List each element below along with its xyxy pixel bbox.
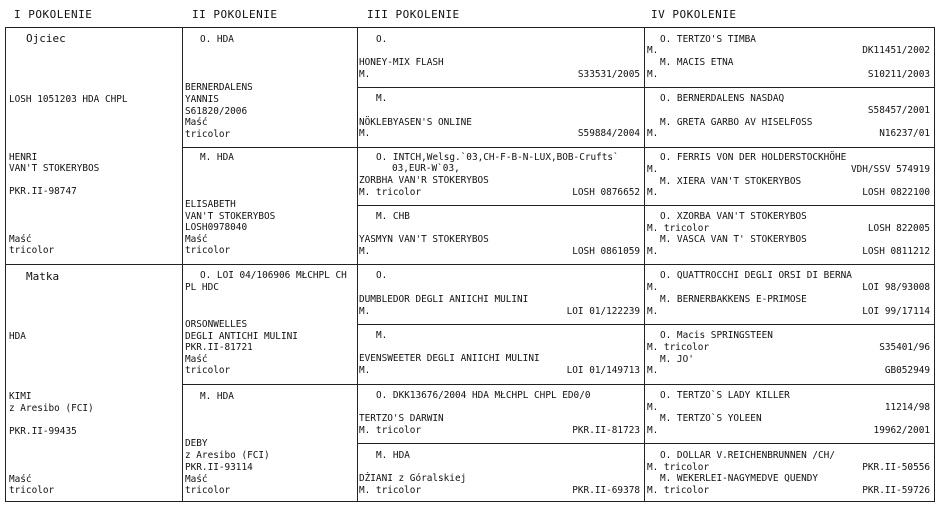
grid-hline	[182, 384, 934, 385]
header-gen-1: I POKOLENIE	[14, 8, 93, 21]
gen2-titles: O. LOI 04/106906 MŁCHPL CH	[200, 270, 347, 281]
gen3-name: YASMYN VAN'T STOKERYBOS	[359, 234, 489, 245]
gen2-registration: S61820/2006	[185, 106, 248, 117]
gen4-dam-registration: S10211/2003	[867, 69, 930, 80]
gen4-sire-color: M. tricolor	[647, 223, 710, 234]
gen4-dam-registration: LOSH 0822100	[862, 187, 930, 198]
gen3-color: M.	[359, 246, 371, 257]
gen3-titles: M.	[376, 93, 388, 104]
gen4-dam: M. VASCA VAN T' STOKERYBOS	[660, 234, 807, 245]
mother-color-label: Maść	[9, 474, 32, 485]
gen3-registration: LOSH 0861059	[572, 246, 640, 257]
gen2-registration: PKR.II-93114	[185, 462, 253, 473]
gen4-sire-registration: LOSH 822005	[867, 223, 930, 234]
grid-hline	[357, 443, 934, 444]
gen4-dam: M. WEKERLEI-NAGYMEDVE QUENDY	[660, 473, 819, 484]
gen2-color-label: Maść	[185, 117, 208, 128]
gen4-dam-color: M.	[647, 365, 659, 376]
gen2-titles: M. HDA	[200, 391, 234, 402]
father-color-label: Maść	[9, 234, 32, 245]
father-registration: PKR.II-98747	[9, 186, 77, 197]
header-gen-3: III POKOLENIE	[367, 8, 460, 21]
gen2-name: ORSONWELLES	[185, 319, 248, 330]
gen2-color: tricolor	[185, 245, 231, 256]
gen4-sire: O. TERTZO`S LADY KILLER	[660, 390, 790, 401]
gen2-titles: O. HDA	[200, 34, 234, 45]
gen3-titles-cont: 03,EUR-W`03,	[392, 163, 460, 174]
gen3-registration: LOI 01/122239	[566, 306, 640, 317]
grid-hline	[357, 87, 934, 88]
gen4-sire-registration: S35401/96	[879, 342, 930, 353]
gen4-sire-registration: DK11451/2002	[862, 45, 930, 56]
gen4-dam-registration: GB052949	[884, 365, 930, 376]
grid-hline	[5, 264, 934, 265]
gen4-dam: M. BERNERBAKKENS E-PRIMOSE	[660, 294, 807, 305]
gen4-sire-color: M.	[647, 402, 659, 413]
gen3-color: M. tricolor	[359, 187, 422, 198]
gen4-sire: O. Macis SPRINGSTEEN	[660, 330, 773, 341]
gen2-color-label: Maść	[185, 354, 208, 365]
gen4-dam: M. TERTZO`S YOLEEN	[660, 413, 762, 424]
mother-role-label: Matka	[26, 270, 60, 283]
gen4-sire-registration: VDH/SSV 574919	[850, 164, 930, 175]
father-kennel: VAN'T STOKERYBOS	[9, 163, 100, 174]
gen4-sire-color: M.	[647, 164, 659, 175]
gen3-name: DUMBLEDOR DEGLI ANIICHI MULINI	[359, 294, 529, 305]
father-name: HENRI	[9, 152, 38, 163]
father-color: tricolor	[9, 245, 55, 256]
grid-hline	[357, 205, 934, 206]
gen3-registration: S59884/2004	[577, 128, 640, 139]
gen3-name: ZORBHA VAN'R STOKERYBOS	[359, 175, 489, 186]
gen3-titles: O. DKK13676/2004 HDA MŁCHPL CHPL ED0/0	[376, 390, 591, 401]
gen4-sire-color: M.	[647, 45, 659, 56]
gen3-titles: O. INTCH,Welsg.`03,CH-F-B-N-LUX,BOB-Crufts`	[376, 152, 619, 163]
gen4-sire: O. XZORBA VAN'T STOKERYBOS	[660, 211, 807, 222]
gen2-color-label: Maść	[185, 234, 208, 245]
gen4-dam-color: M. tricolor	[647, 485, 710, 496]
gen4-dam-color: M.	[647, 128, 659, 139]
gen4-dam-registration: PKR.II-59726	[862, 485, 930, 496]
gen3-color: M.	[359, 306, 371, 317]
gen4-dam: M. GRETA GARBO AV HISELFOSS	[660, 117, 813, 128]
gen3-titles: M. CHB	[376, 211, 410, 222]
gen3-name: EVENSWEETER DEGLI ANIICHI MULINI	[359, 353, 540, 364]
gen4-sire: O. DOLLAR V.REICHENBRUNNEN /CH/	[660, 450, 835, 461]
gen4-dam-color: M.	[647, 246, 659, 257]
header-gen-2: II POKOLENIE	[192, 8, 278, 21]
gen3-name: DŻIANI z Góralskiej	[359, 473, 467, 484]
gen3-registration: LOSH 0876652	[572, 187, 640, 198]
gen4-sire-registration: LOI 98/93008	[862, 282, 930, 293]
gen4-sire: O. QUATTROCCHI DEGLI ORSI DI BERNA	[660, 270, 852, 281]
gen3-titles: O.	[376, 34, 388, 45]
gen4-dam-registration: LOSH 0811212	[862, 246, 930, 257]
gen3-titles: O.	[376, 270, 388, 281]
gen3-color: M.	[359, 69, 371, 80]
gen3-name: HONEY-MIX FLASH	[359, 57, 444, 68]
gen2-color: tricolor	[185, 485, 231, 496]
gen4-dam-registration: N16237/01	[879, 128, 930, 139]
gen4-dam: M. MACIS ETNA	[660, 57, 734, 68]
gen2-color: tricolor	[185, 365, 231, 376]
gen3-registration: LOI 01/149713	[566, 365, 640, 376]
gen4-sire: O. FERRIS VON DER HOLDERSTOCKHÖHE	[660, 152, 847, 163]
mother-color: tricolor	[9, 485, 55, 496]
mother-titles: HDA	[9, 331, 26, 342]
gen4-dam-color: M.	[647, 425, 659, 436]
gen3-registration: PKR.II-81723	[572, 425, 640, 436]
gen4-dam-color: M.	[647, 306, 659, 317]
gen4-dam-registration: LOI 99/17114	[862, 306, 930, 317]
gen2-name: DEBY	[185, 438, 208, 449]
father-role-label: Ojciec	[26, 32, 66, 45]
gen4-dam-registration: 19962/2001	[873, 425, 930, 436]
gen4-dam: M. JO'	[660, 354, 694, 365]
gen4-sire-color: M. tricolor	[647, 342, 710, 353]
mother-registration: PKR.II-99435	[9, 426, 77, 437]
gen3-registration: PKR.II-69378	[572, 485, 640, 496]
gen4-dam-color: M.	[647, 69, 659, 80]
gen3-color: M. tricolor	[359, 485, 422, 496]
grid-hline	[357, 324, 934, 325]
gen4-sire-registration: S58457/2001	[867, 105, 930, 116]
gen4-sire-registration: 11214/98	[884, 402, 930, 413]
gen2-titles: M. HDA	[200, 152, 234, 163]
gen4-sire: O. BERNERDALENS NASDAQ	[660, 93, 785, 104]
father-titles: LOSH 1051203 HDA CHPL	[9, 94, 128, 105]
gen4-dam: M. XIERA VAN'T STOKERYBOS	[660, 176, 802, 187]
gen3-name: NÖKLEBYASEN'S ONLINE	[359, 117, 472, 128]
gen2-kennel: VAN'T STOKERYBOS	[185, 211, 276, 222]
gen4-sire: O. TERTZO'S TIMBA	[660, 34, 756, 45]
gen2-color: tricolor	[185, 129, 231, 140]
gen3-registration: S33531/2005	[577, 69, 640, 80]
gen4-dam-color: M.	[647, 187, 659, 198]
gen2-color-label: Maść	[185, 474, 208, 485]
gen3-titles: M. HDA	[376, 450, 410, 461]
mother-kennel: z Aresibo (FCI)	[9, 403, 94, 414]
gen2-name: BERNERDALENS	[185, 82, 253, 93]
gen2-titles-cont: PL HDC	[185, 282, 219, 293]
gen4-sire-color: M.	[647, 282, 659, 293]
mother-name: KIMI	[9, 391, 32, 402]
header-gen-4: IV POKOLENIE	[651, 8, 737, 21]
grid-hline	[182, 147, 934, 148]
gen2-kennel: YANNIS	[185, 94, 219, 105]
gen2-registration: LOSH0978040	[185, 222, 248, 233]
gen2-name: ELISABETH	[185, 199, 236, 210]
gen3-color: M.	[359, 365, 371, 376]
gen4-sire-color: M. tricolor	[647, 462, 710, 473]
gen4-sire-registration: PKR.II-50556	[862, 462, 930, 473]
gen2-kennel: DEGLI ANTICHI MULINI	[185, 331, 298, 342]
gen3-color: M. tricolor	[359, 425, 422, 436]
gen3-color: M.	[359, 128, 371, 139]
gen2-registration: PKR.II-81721	[185, 342, 253, 353]
gen3-titles: M.	[376, 330, 388, 341]
gen3-name: TERTZO'S DARWIN	[359, 413, 444, 424]
gen2-kennel: z Aresibo (FCI)	[185, 450, 270, 461]
